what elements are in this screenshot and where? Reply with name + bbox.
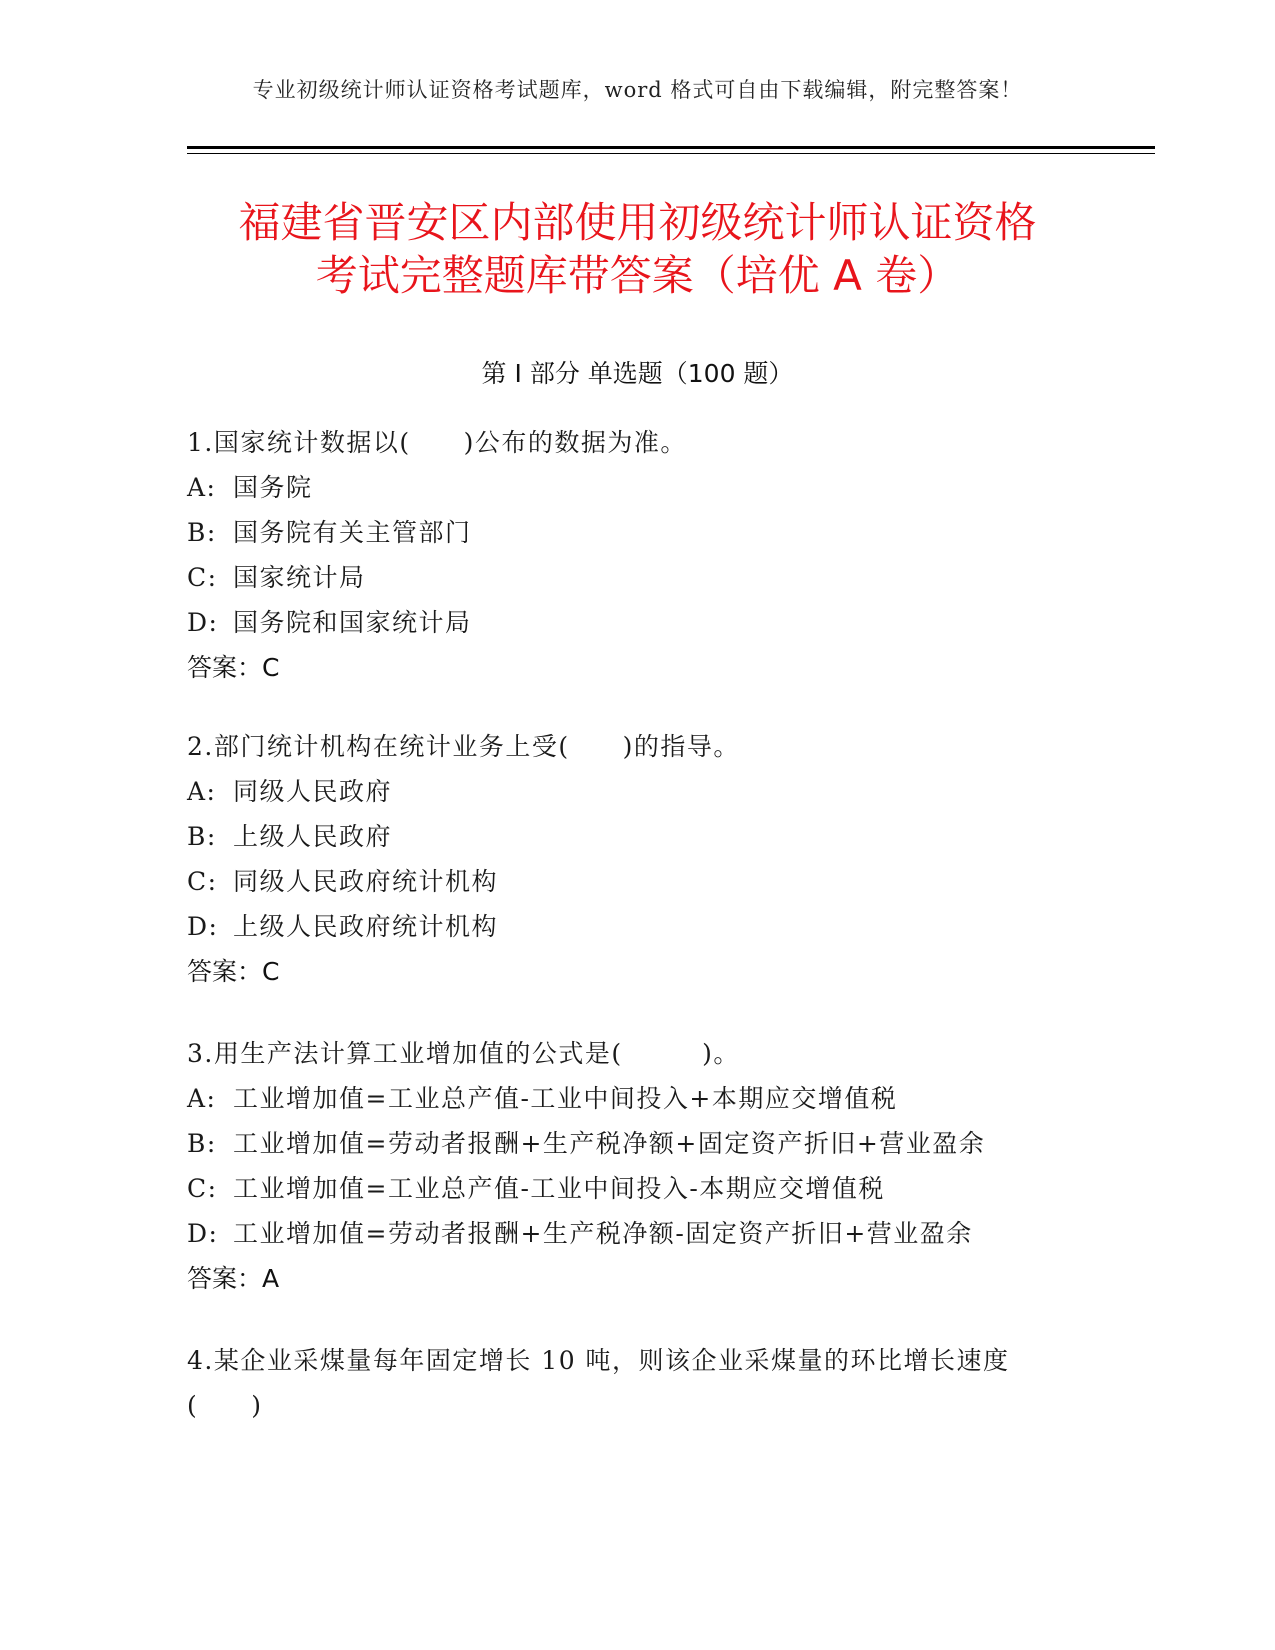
option-letter: B: — [187, 1129, 217, 1158]
option-c — [187, 859, 1087, 904]
option-text: 国务院有关主管部门 — [233, 518, 472, 547]
question-3 — [187, 1031, 1087, 1301]
header-rule-thin — [187, 153, 1155, 154]
option-letter: B: — [187, 518, 217, 547]
answer: 答案：C — [187, 653, 280, 682]
option-d — [187, 1211, 1087, 1256]
option-letter: D: — [187, 912, 219, 941]
answer: 答案：A — [187, 1264, 280, 1293]
question-stem: 3.用生产法计算工业增加值的公式是( )。 — [187, 1039, 740, 1068]
question-2 — [187, 724, 1087, 994]
option-letter: C: — [187, 867, 218, 896]
header-note: 专业初级统计师认证资格考试题库，word 格式可自由下载编辑，附完整答案！ — [252, 78, 1023, 102]
option-letter: B: — [187, 822, 217, 851]
option-letter: C: — [187, 1174, 218, 1203]
question-stem-continued: ( ) — [187, 1391, 263, 1420]
question-stem: 1.国家统计数据以( )公布的数据为准。 — [187, 428, 687, 457]
option-a — [187, 465, 1087, 510]
option-text: 工业增加值=劳动者报酬+生产税净额-固定资产折旧+营业盈余 — [233, 1219, 973, 1248]
option-b — [187, 814, 1087, 859]
option-letter: D: — [187, 1219, 219, 1248]
option-text: 工业增加值=工业总产值-工业中间投入-本期应交增值税 — [233, 1174, 885, 1203]
option-b — [187, 1121, 1087, 1166]
option-text: 国务院 — [233, 473, 313, 502]
option-d — [187, 904, 1087, 949]
option-d — [187, 600, 1087, 645]
option-text: 同级人民政府统计机构 — [233, 867, 499, 896]
section-heading: 第 I 部分 单选题（100 题） — [481, 359, 794, 388]
option-text: 上级人民政府统计机构 — [233, 912, 499, 941]
option-text: 工业增加值=工业总产值-工业中间投入+本期应交增值税 — [233, 1084, 898, 1113]
answer: 答案：C — [187, 957, 280, 986]
option-letter: A: — [187, 1084, 217, 1113]
question-stem: 4.某企业采煤量每年固定增长 10 吨，则该企业采煤量的环比增长速度 — [187, 1346, 1010, 1375]
option-text: 工业增加值=劳动者报酬+生产税净额+固定资产折旧+营业盈余 — [233, 1129, 986, 1158]
document-title-line2: 考试完整题库带答案（培优 A 卷） — [315, 251, 960, 300]
option-a — [187, 769, 1087, 814]
option-a — [187, 1076, 1087, 1121]
option-b — [187, 510, 1087, 555]
header-rule-thick — [187, 146, 1155, 149]
option-letter: A: — [187, 777, 217, 806]
option-c — [187, 555, 1087, 600]
option-letter: A: — [187, 473, 217, 502]
document-title-line1: 福建省晋安区内部使用初级统计师认证资格 — [238, 198, 1037, 247]
option-text: 国家统计局 — [233, 563, 366, 592]
question-stem: 2.部门统计机构在统计业务上受( )的指导。 — [187, 732, 740, 761]
question-4 — [187, 1338, 1087, 1428]
option-c — [187, 1166, 1087, 1211]
option-text: 上级人民政府 — [233, 822, 393, 851]
option-text: 同级人民政府 — [233, 777, 393, 806]
option-text: 国务院和国家统计局 — [233, 608, 472, 637]
question-1 — [187, 420, 1087, 690]
option-letter: D: — [187, 608, 219, 637]
option-letter: C: — [187, 563, 218, 592]
